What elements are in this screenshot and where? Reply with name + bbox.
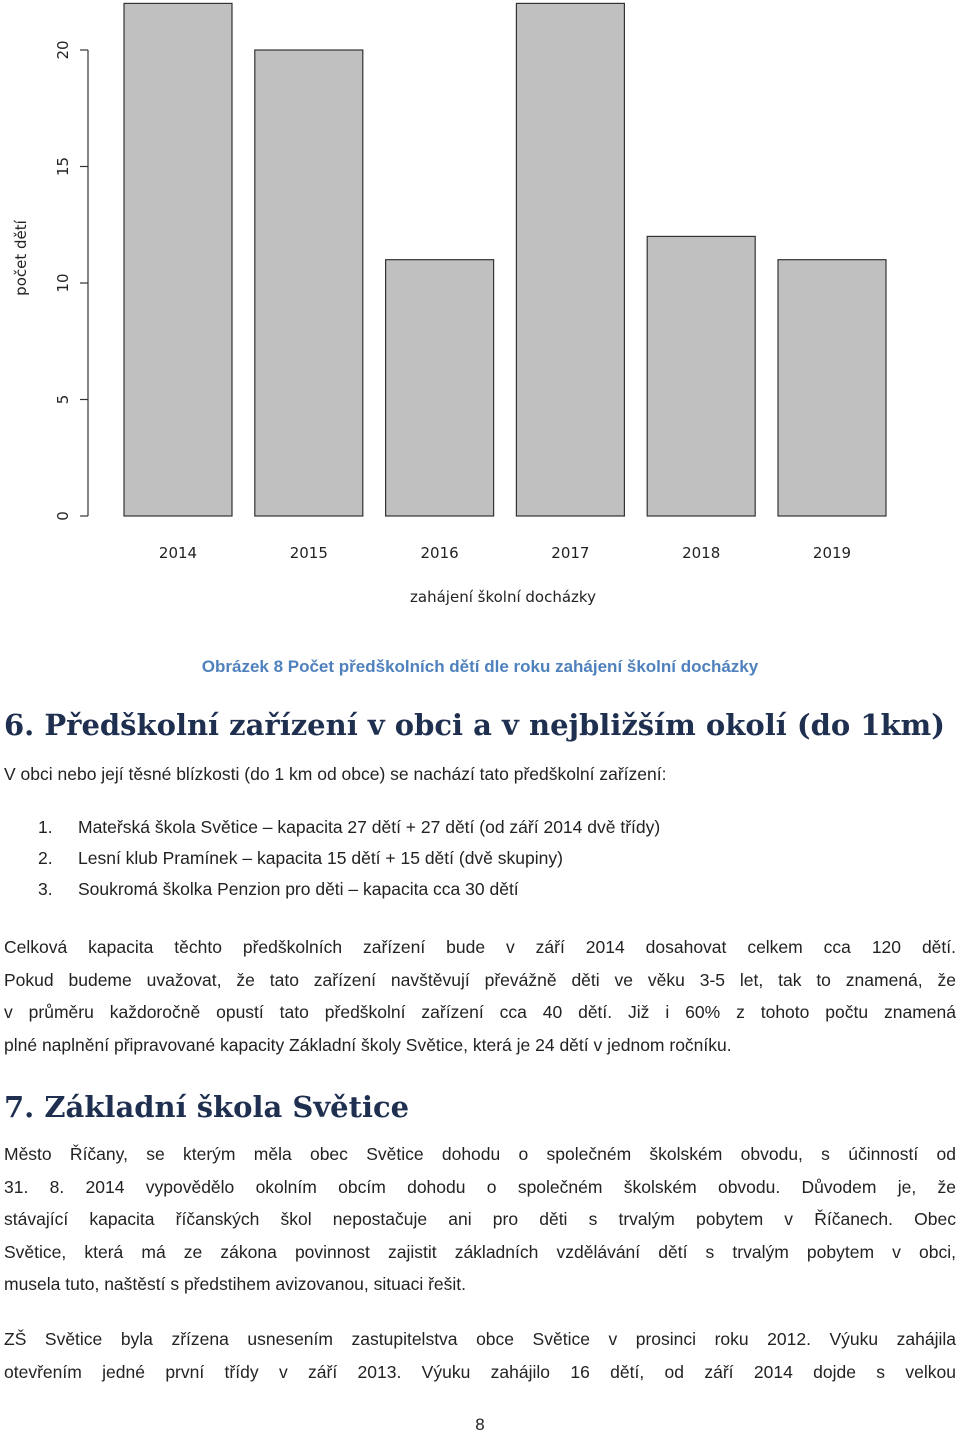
- y-tick-label: 5: [54, 394, 72, 405]
- bar-2016: [386, 260, 494, 516]
- page-number: 8: [475, 1415, 485, 1434]
- x-tick-label: 2016: [420, 544, 459, 562]
- bar-2018: [647, 236, 755, 516]
- y-axis-label: počet dětí: [12, 220, 30, 296]
- section-6-paragraph: Celková kapacita těchto předškolních zařízení bude v září 2014 dosahovat celkem cca 120 dětí. Pokud budeme uvažovat, že tato zařízení navštěvují převážně děti ve věku 3-5 let, tak to znamená, že v průměru každoročně opustí tato předškolní zařízení cca 40 dětí. Již i 60% z tohoto počtu znamená plné naplnění připravované kapacity Základní školy Světice, která je 24 dětí v jednom ročníku.: [4, 937, 956, 1055]
- bar-chart: [0, 0, 960, 620]
- x-tick-label: 2017: [551, 544, 590, 562]
- section-7-paragraph-1: Město Říčany, se kterým měla obec Světice dohodu o společném školském obvodu, s účinností od 31. 8. 2014 vypovědělo okolním obcím dohodu o společném školském obvodu. Důvodem je, že stávající kapacita říčanských škol nepostačuje ani pro děti s trvalým pobytem v Říčanech. Obec Světice, která má ze zákona povinnost zajistit základních vzdělávání dětí s trvalým pobytem v obci, musela tuto, naštěstí s předstihem avizovanou, situaci řešit.: [4, 1144, 956, 1294]
- section-7-paragraph-2: ZŠ Světice byla zřízena usnesením zastupitelstva obce Světice v prosinci roku 2012. Výuku zahájila otevřením jedné první třídy v září 2013. Výuku zahájilo 16 dětí, od září 2014 dojde s velkou: [4, 1329, 956, 1382]
- section-7-heading: 7. Základní škola Světice: [4, 1090, 410, 1124]
- bar-2017: [516, 3, 624, 516]
- x-tick-label: 2019: [812, 544, 852, 562]
- bars: [124, 3, 886, 516]
- y-axis: [54, 40, 88, 520]
- section-6-intro: V obci nebo její těsné blízkosti (do 1 km od obce) se nachází tato předškolní zařízení:: [4, 764, 667, 784]
- x-tick-label: 2018: [682, 544, 721, 562]
- x-tick-label: 2014: [158, 544, 198, 562]
- section-6-heading: 6. Předškolní zařízení v obci a v nejbližším okolí (do 1km): [4, 708, 945, 742]
- x-axis-label: zahájení školní docházky: [410, 588, 596, 606]
- x-tick-labels: [159, 544, 851, 562]
- bar-2019: [778, 260, 886, 516]
- figure-caption: Obrázek 8 Počet předškolních dětí dle roku zahájení školní docházky: [201, 657, 759, 676]
- y-tick-label: 15: [54, 156, 72, 177]
- x-tick-label: 2015: [289, 544, 328, 562]
- preschool-list: [38, 812, 660, 905]
- bar-2015: [255, 50, 363, 516]
- list-item: 3. Soukromá školka Penzion pro děti – kapacita cca 30 dětí: [38, 879, 519, 899]
- list-item: 1. Mateřská škola Světice – kapacita 27 dětí + 27 dětí (od září 2014 dvě třídy): [38, 817, 661, 837]
- list-item: 2. Lesní klub Pramínek – kapacita 15 dětí + 15 dětí (dvě skupiny): [38, 848, 563, 868]
- bar-2014: [124, 3, 232, 516]
- y-tick-label: 0: [54, 511, 72, 521]
- y-tick-label: 10: [54, 273, 72, 293]
- y-tick-label: 20: [54, 40, 72, 60]
